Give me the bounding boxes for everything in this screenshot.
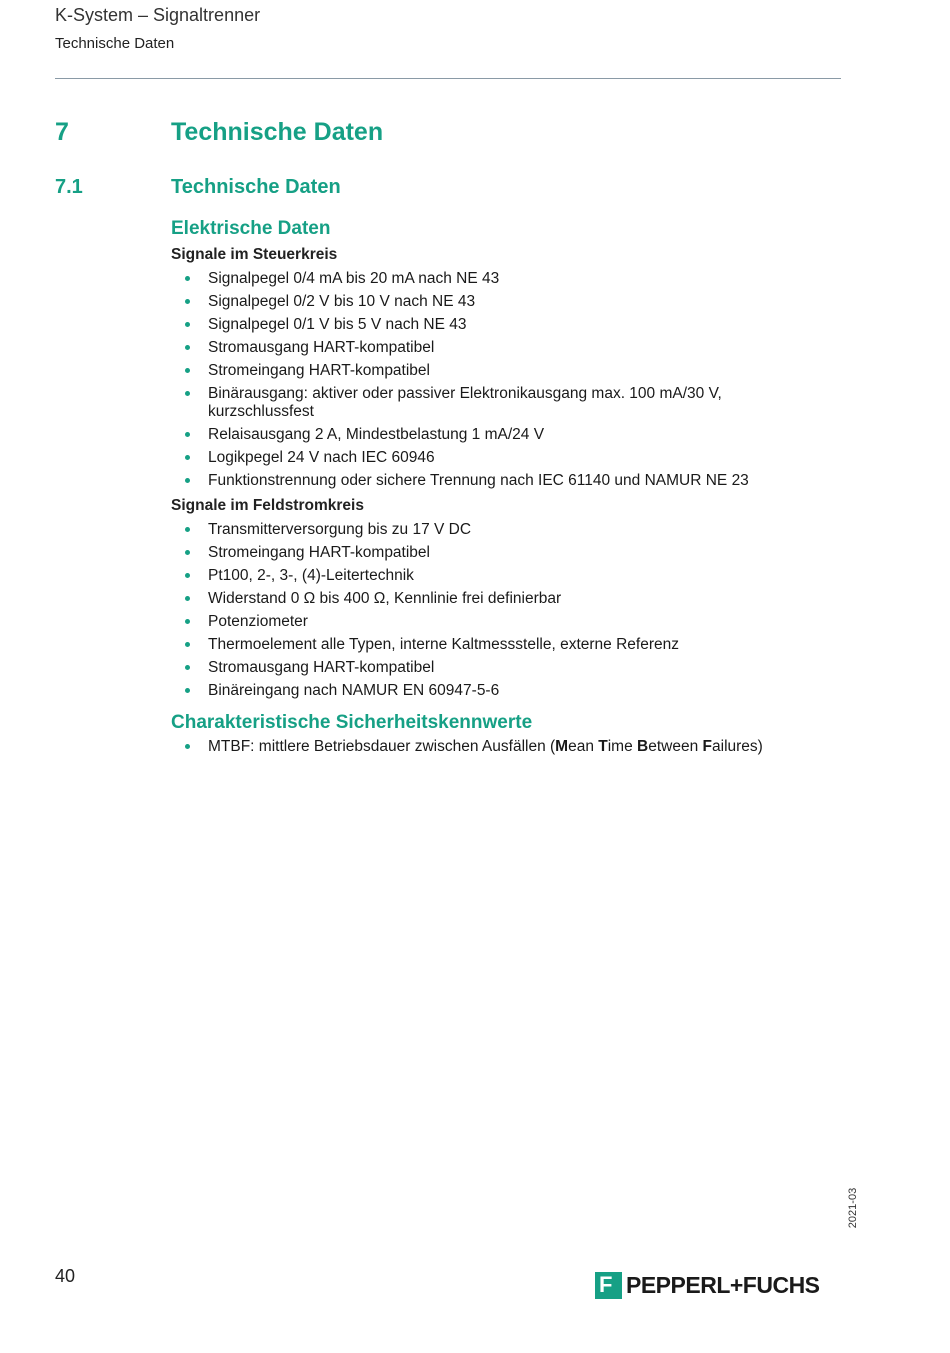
list-item: Signalpegel 0/1 V bis 5 V nach NE 43 — [208, 314, 811, 337]
content-body — [171, 215, 811, 759]
list-item: Binäreingang nach NAMUR EN 60947-5-6 — [208, 680, 811, 703]
control-circuit-list — [171, 268, 811, 493]
company-logo — [595, 1270, 820, 1300]
mtbf-prefix: MTBF: mittlere Betriebsdauer zwischen Ausfällen ( — [208, 738, 556, 755]
safety-heading: Charakteristische Sicherheitskennwerte — [171, 712, 533, 733]
list-item: Logikpegel 24 V nach IEC 60946 — [208, 447, 811, 470]
chapter-title: Technische Daten — [171, 118, 384, 146]
list-item: Thermoelement alle Typen, interne Kaltmessstelle, externe Referenz — [208, 634, 811, 657]
chapter-number: 7 — [55, 118, 69, 146]
header-subtitle: Technische Daten — [55, 35, 175, 52]
mtbf-ean: ean — [568, 738, 599, 755]
page-number: 40 — [55, 1266, 76, 1286]
list-item: Stromeingang HART-kompatibel — [208, 542, 811, 565]
electrical-heading: Elektrische Daten — [171, 218, 331, 239]
section-title: Technische Daten — [171, 176, 341, 198]
logo-mark-icon: F — [595, 1272, 622, 1299]
mtbf-letter-m: M — [555, 738, 569, 755]
list-item: Binärausgang: aktiver oder passiver Elektronikausgang max. 100 mA/30 V, kurzschlussfest — [208, 383, 811, 424]
mtbf-item — [208, 736, 811, 759]
mtbf-etween: etween — [648, 738, 703, 755]
list-item: Potenziometer — [208, 611, 811, 634]
document-date: 2021-03 — [847, 1187, 859, 1229]
list-item: Signalpegel 0/4 mA bis 20 mA nach NE 43 — [208, 268, 811, 291]
field-circuit-heading: Signale im Feldstromkreis — [171, 497, 364, 514]
list-item: Signalpegel 0/2 V bis 10 V nach NE 43 — [208, 291, 811, 314]
control-circuit-heading: Signale im Steuerkreis — [171, 246, 338, 263]
header-divider — [55, 78, 841, 79]
section-number: 7.1 — [55, 176, 83, 198]
logo-text: PEPPERL+FUCHS — [626, 1271, 820, 1298]
list-item: Transmitterversorgung bis zu 17 V DC — [208, 519, 811, 542]
safety-list — [171, 736, 811, 759]
list-item: Stromeingang HART-kompatibel — [208, 360, 811, 383]
mtbf-ailures: ailures) — [712, 738, 763, 755]
field-circuit-list — [171, 519, 811, 703]
list-item: Widerstand 0 Ω bis 400 Ω, Kennlinie frei definierbar — [208, 588, 811, 611]
mtbf-letter-b: B — [637, 738, 649, 755]
list-item: Relaisausgang 2 A, Mindestbelastung 1 mA/24 V — [208, 424, 811, 447]
mtbf-letter-f: F — [702, 738, 712, 755]
list-item: Stromausgang HART-kompatibel — [208, 337, 811, 360]
list-item: Stromausgang HART-kompatibel — [208, 657, 811, 680]
list-item: Funktionstrennung oder sichere Trennung nach IEC 61140 und NAMUR NE 23 — [208, 470, 811, 493]
mtbf-letter-t: T — [598, 738, 608, 755]
mtbf-ime: ime — [607, 738, 638, 755]
list-item: Pt100, 2-, 3-, (4)-Leitertechnik — [208, 565, 811, 588]
header-title: K-System – Signaltrenner — [55, 5, 261, 25]
